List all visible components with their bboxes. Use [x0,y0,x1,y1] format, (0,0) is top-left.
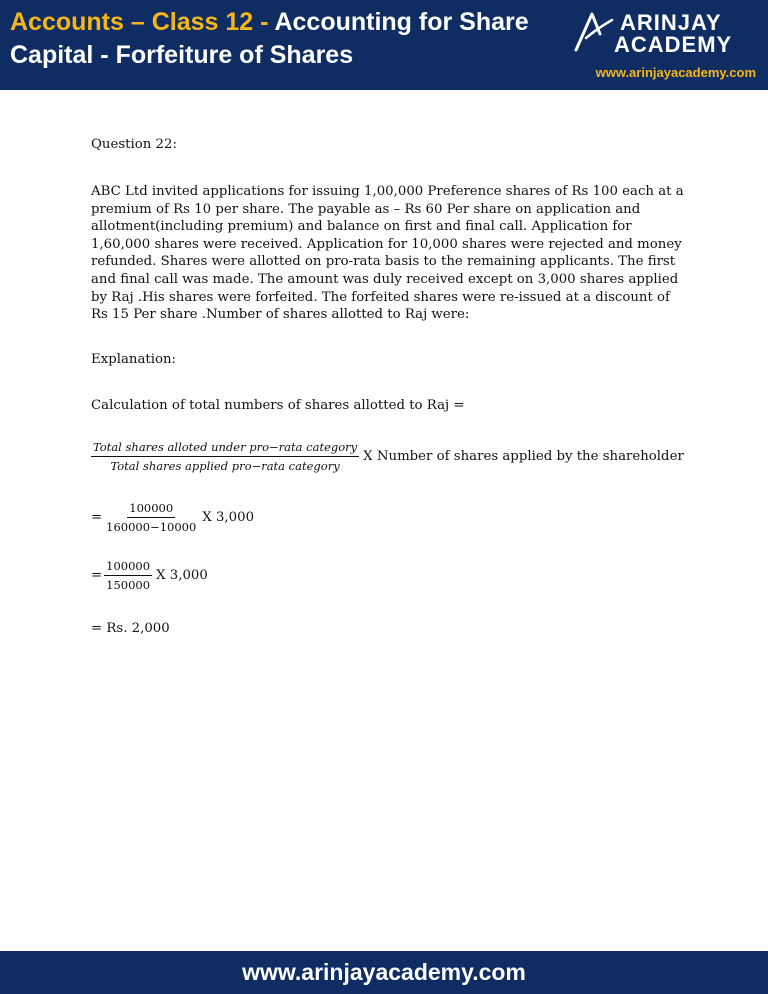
step2-equals: = [91,568,103,583]
step2-suffix: X 3,000 [156,568,208,583]
formula-fraction [91,440,359,473]
header-url-link[interactable]: www.arinjayacademy.com [595,65,756,80]
explanation-heading: Explanation: [91,352,177,367]
footer-url-link[interactable]: www.arinjayacademy.com [242,959,526,985]
logo-mark-icon [572,10,618,56]
title-rest: Accounting for Share Capital - Forfeiture of Shares [10,8,529,69]
step2-fraction [104,559,152,592]
result-text: = Rs. 2,000 [91,621,170,636]
step2-denominator: 150000 [106,578,151,592]
logo-text-line1: ARINJAY [620,10,722,35]
step1-fraction [104,501,198,534]
logo-text-line2: ACADEMY [614,32,733,57]
formula-numerator: Total shares alloted under pro−rata category [91,440,359,457]
formula-suffix: X Number of shares applied by the shareholder [363,449,684,464]
arinjay-logo [572,10,768,60]
formula-row [91,440,684,473]
step2-numerator: 100000 [104,559,152,576]
step1-suffix: X 3,000 [202,510,255,525]
step2-row [91,559,208,592]
page-header [0,0,768,90]
step1-numerator: 100000 [127,501,175,518]
calculation-intro: Calculation of total numbers of shares allotted to Raj = [91,398,465,413]
page-footer [0,951,768,994]
formula-denominator: Total shares applied pro−rata category [110,459,340,473]
question-heading: Question 22: [91,137,177,152]
title-highlight: Accounts – Class 12 - [10,8,275,36]
step1-equals: = [91,510,103,525]
page-title [10,6,530,72]
question-text: ABC Ltd invited applications for issuing 1,00,000 Preference shares of Rs 100 each at a premium of Rs 10 per share. The payable as – Rs 60 Per share on application and allotment(including premium) and balance on first and final call. Application for 1,60,000 shares were received. Application for 10,000 shares were rejected and money refunded. Shares were allotted on pro-rata basis to the remaining applicants. The first and final call was made. The amount was duly received except on 3,000 shares applied by Raj .His shares were forfeited. The forfeited shares were re-issued at a discount of Rs 15 Per share .Number of shares allotted to Raj were: [91,184,684,323]
step1-denominator: 160000−10000 [106,520,197,534]
step1-row [91,501,254,534]
